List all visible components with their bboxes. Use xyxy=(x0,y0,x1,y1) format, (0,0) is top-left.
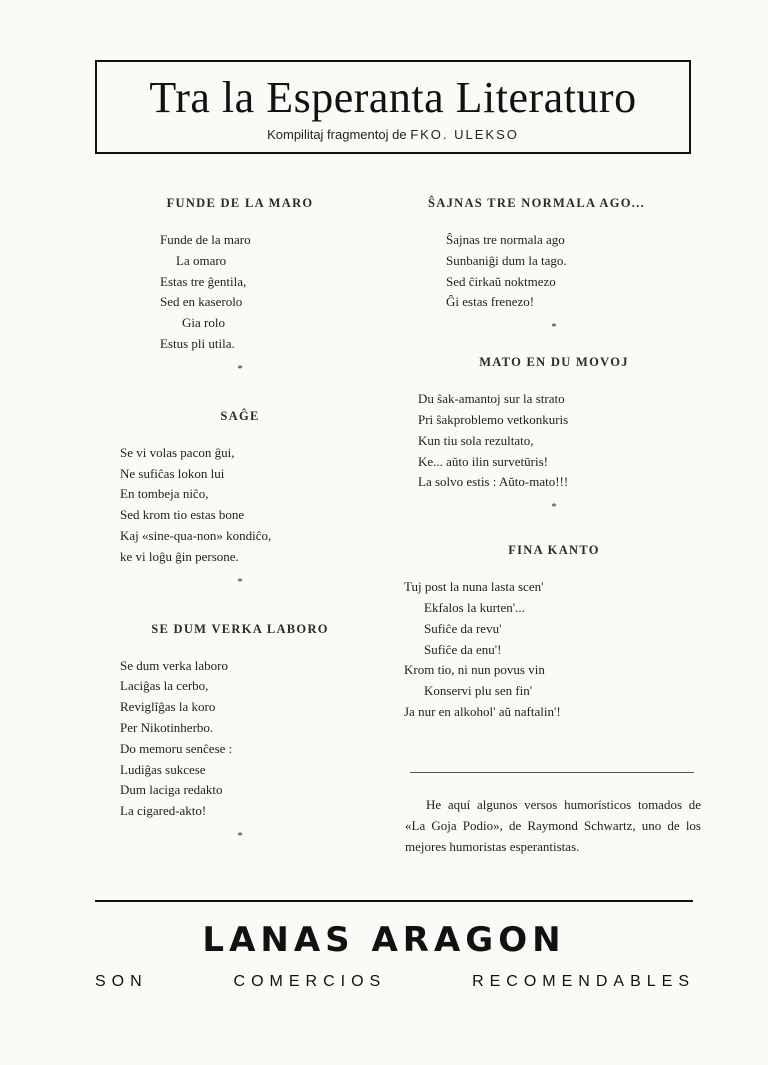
poem-line: Ja nur en alkohol' aŭ naftalin'! xyxy=(404,703,561,719)
poem-line: Ke... aŭto ilin survetūris! xyxy=(418,453,548,469)
slogan-word: RECOMENDABLES xyxy=(472,973,695,990)
poem-line: Sufiĉe da revu' xyxy=(424,620,502,636)
poem-line: Sed en kaserolo xyxy=(160,294,243,310)
poem-line: Krom tio, ni nun povus vin xyxy=(404,662,545,678)
slogan-word: SON xyxy=(95,973,148,990)
poem-line: Tuj post la nuna lasta scen' xyxy=(404,579,544,595)
poem-line: La omaro xyxy=(176,252,227,268)
poem-line: Kaj «sine-qua-non» kondiĉo, xyxy=(120,527,272,543)
right-column xyxy=(404,196,704,723)
poem-title: ŜAJNAS TRE NORMALA AGO... xyxy=(428,196,646,210)
separator-star: * xyxy=(551,501,557,514)
poem-line: Estas tre ĝentila, xyxy=(160,273,247,289)
footer-divider xyxy=(95,900,693,902)
poem-body xyxy=(404,389,704,493)
poem-line: Kun tiu sola rezultato, xyxy=(418,432,534,448)
poem-line: Per Nikotinherbo. xyxy=(120,719,214,735)
poem-line: Ŝajnas tre normala ago xyxy=(446,232,565,247)
poem-body xyxy=(120,656,360,822)
poem-line: Konservi plu sen fin' xyxy=(424,683,533,699)
poem-body xyxy=(404,230,704,313)
poem-line: Dum laciga redakto xyxy=(120,782,223,798)
poem-line: Sed krom tio estas bone xyxy=(120,507,245,523)
separator-star: * xyxy=(237,829,243,842)
slogan-word: COMERCIOS xyxy=(233,973,387,990)
poem-line: Sed ĉirkaŭ noktmezo xyxy=(446,273,556,289)
poem-line: Sunbaniĝi dum la tago. xyxy=(446,252,567,268)
separator-star: * xyxy=(237,575,243,588)
poem-title: FINA KANTO xyxy=(508,543,600,558)
poem-line: Ne sufiĉas lokon lui xyxy=(120,465,225,481)
poem-title: SAĜE xyxy=(220,408,260,423)
poem-line: ke vi loĝu ĝin persone. xyxy=(120,548,239,564)
poem-line: Reviglîĝas la koro xyxy=(120,699,216,715)
poem-title: SE DUM VERKA LABORO xyxy=(151,621,329,636)
poem-sajnas-tre-normala-ago xyxy=(404,196,704,333)
subtitle-prefix: Kompilitaj fragmentoj de xyxy=(267,127,407,142)
poem-line: Laciĝas la cerbo, xyxy=(120,678,209,694)
poem-line: Sufiĉe da enu'! xyxy=(424,641,502,657)
divider xyxy=(410,772,694,773)
left-column xyxy=(120,196,360,842)
poem-line: Do memoru senĉese : xyxy=(120,740,233,756)
page-title: Tra la Esperanta Literaturo xyxy=(149,73,637,122)
separator-star: * xyxy=(237,362,243,375)
poem-funde-de-la-maro xyxy=(120,196,360,375)
poem-fina-kanto xyxy=(404,543,704,723)
poem-line: Se vi volas pacon ĝui, xyxy=(120,444,235,460)
poem-line: Estus pli utila. xyxy=(160,335,235,351)
poem-line: Gia rolo xyxy=(182,315,225,331)
title-box xyxy=(95,60,691,154)
poem-line: Se dum verka laboro xyxy=(120,657,228,673)
poem-line: Du ŝak-amantoj sur la strato xyxy=(418,391,565,407)
poem-line: Funde de la maro xyxy=(160,232,251,247)
poem-line: Ludiĝas sukcese xyxy=(120,761,206,777)
poem-body xyxy=(120,230,360,355)
poem-line: La solvo estis : Aŭto-mato!!! xyxy=(418,474,569,490)
poem-body xyxy=(404,577,704,723)
poem-line: Ekfalos la kurten'... xyxy=(424,599,525,615)
poem-line: En tombeja niĉo, xyxy=(120,486,209,502)
separator-star: * xyxy=(551,321,557,334)
poem-sage xyxy=(120,409,360,588)
poem-line: Pri ŝakproblemo vetkonkuris xyxy=(418,411,569,427)
poem-line: Ĝi estas frenezo! xyxy=(446,294,535,310)
advert-slogan xyxy=(95,973,695,991)
poem-title: MATO EN DU MOVOJ xyxy=(479,355,629,370)
poem-line: La cigared-akto! xyxy=(120,803,207,819)
poem-title: FUNDE DE LA MARO xyxy=(166,196,314,210)
page-subtitle xyxy=(97,127,689,142)
advert-brand: LANAS ARAGON xyxy=(202,920,566,960)
poem-se-dum-verka-laboro xyxy=(120,622,360,842)
subtitle-author: FKO. ULEKSO xyxy=(410,127,519,142)
poem-mato-en-du-movoj xyxy=(404,355,704,513)
editor-note: He aquí algunos versos humorísticos tomados de «La Goja Podio», de Raymond Schwartz, uno de los mejores humoristas esperantistas. xyxy=(405,797,701,854)
poem-body xyxy=(120,443,360,568)
